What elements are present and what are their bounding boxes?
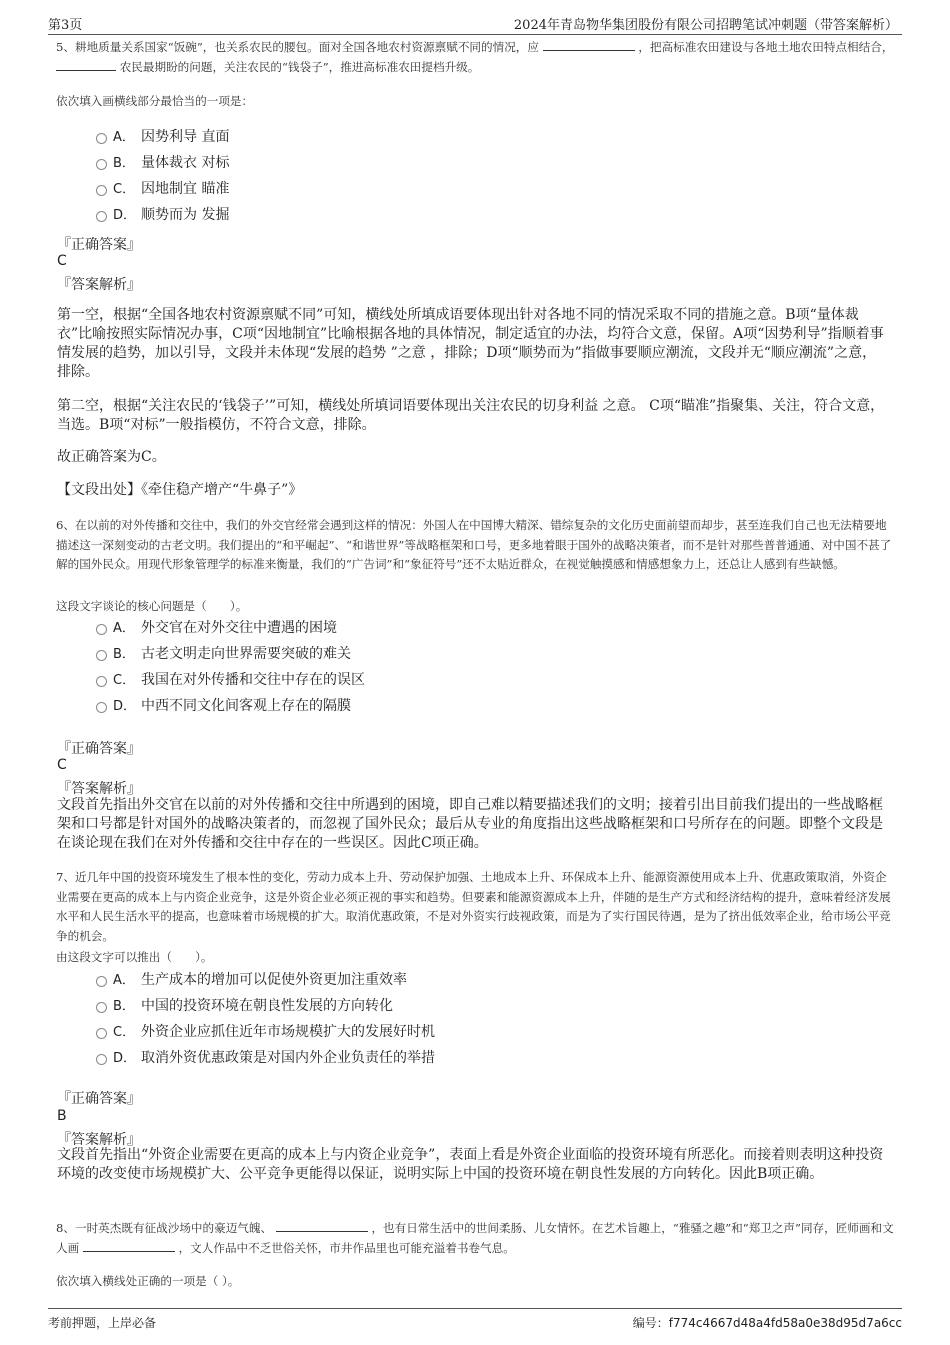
question-8-prompt: 依次填入横线处正确的一项是（ ）。 [56,1274,240,1288]
option-letter: A． [113,621,135,636]
question-7-prompt: 由这段文字可以推出（ ）。 [56,950,213,964]
option-letter: C． [113,1025,136,1040]
code-value: f774c4667d48a4fd58a0e38d95d7a6cc [668,1316,902,1330]
document-title: 2024年青岛物华集团股份有限公司招聘笔试冲刺题（带答案解析） [513,18,898,33]
document-code [633,1314,902,1331]
fill-blank-2 [56,58,116,71]
option-text: 顺势而为 发掘 [141,207,230,223]
question-5-prompt: 依次填入画横线部分最恰当的一项是： [56,94,254,108]
question-7-analysis-label: 『答案解析』 [57,1132,141,1148]
question-8-text-part1: 8、一时英杰既有征战沙场中的豪迈气魄、 [56,1221,273,1235]
question-6-analysis: 文段首先指出外交官在以前的对外传播和交往中所遇到的困境，即自己难以精要描述我们的文明；接着引出目前我们提出的一些战略框架和口号都是针对国外的战略决策者的，而忽视了国外民众；最后从专业的角度指出这些战略框架和口号所存在的问题。即整个文段是在谈论现在我们在对外传播和交往中存在的一些误区。因此C项正确。 [57,797,883,851]
option-letter: B． [113,647,135,662]
radio-icon[interactable] [96,676,107,687]
question-7-analysis: 文段首先指出“外资企业需要在更高的成本上与内资企业竞争”，表面上看是外资企业面临的投资环境有所恶化。而接着则表明这种投资环境的改变使市场规模扩大、公平竞争更能得以保证，说明实际上中国的投资环境在朝良性发展的方向转化。因此B项正确。 [57,1147,884,1182]
radio-icon[interactable] [96,211,107,222]
question-5-analysis-p3: 故正确答案为C。 [57,449,166,465]
question-5-option-d[interactable] [96,204,229,226]
option-text: 生产成本的增加可以促使外资更加注重效率 [141,972,407,988]
question-6-option-a[interactable] [96,617,337,639]
question-5-text-part2: ，把高标准农田建设与各地土地农田特点相结合， [638,40,894,54]
question-8-stem [56,1219,896,1258]
radio-icon[interactable] [96,133,107,144]
page-header [48,12,902,35]
question-7-answer-label: 『正确答案』 [57,1091,141,1107]
question-6-prompt: 这段文字谈论的核心问题是（ ）。 [56,599,248,613]
option-letter: D． [113,1051,137,1066]
radio-icon[interactable] [96,1028,107,1039]
question-6-stem: 6、在以前的对外传播和交往中，我们的外交官经常会遇到这样的情况：外国人在中国博大精深、错综复杂的文化历史面前望而却步，甚至连我们自己也无法精要地描述这一深刻变动的古老文明。我们提出的“和平崛起”、“和谐世界”等战略框架和口号，更多地着眼于国外的战略决策者，而不是针对那些普普通通、对中国不甚了解的国外民众。用现代形象管理学的标准来衡量，我们的“广告词”和“象征符号”还不太贴近群众，在视觉触摸感和情感想象力上，还总让人感到有些缺憾。 [56,518,892,571]
question-6-option-d[interactable] [96,695,351,717]
question-5-analysis-p2: 第二空，根据“关注农民的‘钱袋子’”可知，横线处所填词语要体现出关注农民的切身利益 之意。 C项“瞄准”指聚集、关注，符合文意，当选。B项“对标”一般指模仿，不符合文意，排除。 [57,398,885,433]
option-text: 因势利导 直面 [141,129,230,145]
option-letter: C． [113,182,136,197]
question-6-option-c[interactable] [96,669,365,691]
option-text: 量体裁衣 对标 [141,155,230,171]
fill-blank-1 [276,1219,368,1232]
question-6-analysis-label: 『答案解析』 [57,781,141,797]
option-letter: B． [113,999,135,1014]
question-6-option-b[interactable] [96,643,351,665]
question-5-text-part3: 农民最期盼的问题，关注农民的“钱袋子”，推进高标准农田提档升级。 [119,59,480,74]
option-text: 中西不同文化间客观上存在的隔膜 [141,698,351,714]
question-5-source: 【文段出处】《牵住稳产增产“牛鼻子”》 [57,482,303,498]
option-letter: D． [113,208,137,223]
question-5-analysis-p1: 第一空，根据“全国各地农村资源禀赋不同”可知，横线处所填成语要体现出针对各地不同的情况采取不同的措施之意。B项“量体裁衣”比喻按照实际情况办事，C项“因地制宜”比喻根据各地的具体情况，制定适宜的办法，均符合文意，保留。A项“因势利导”指顺着事情发展的趋势，加以引导，文段并未体现“发展的趋势 ”之意 ，排除；D项“顺势而为”指做事要顺应潮流，文段并无“顺应潮流”之意，排除。 [57,307,884,380]
question-5-analysis-label: 『答案解析』 [57,277,141,293]
option-text: 古老文明走向世界需要突破的难关 [141,646,351,662]
radio-icon[interactable] [96,976,107,987]
page-footer [48,1308,902,1331]
fill-blank-1 [543,38,635,51]
option-letter: A． [113,973,135,988]
fill-blank-2 [83,1239,175,1252]
option-letter: C． [113,673,136,688]
question-5-option-a[interactable] [96,126,229,148]
radio-icon[interactable] [96,702,107,713]
option-text: 中国的投资环境在朝良性发展的方向转化 [141,998,393,1014]
question-7-answer: B [57,1108,67,1124]
radio-icon[interactable] [96,159,107,170]
option-text: 外交官在对外交往中遭遇的困境 [141,620,337,636]
option-text: 外资企业应抓住近年市场规模扩大的发展好时机 [141,1024,435,1040]
radio-icon[interactable] [96,1002,107,1013]
question-7-stem: 7、近几年中国的投资环境发生了根本性的变化，劳动力成本上升、劳动保护加强、土地成本上升、环保成本上升、能源资源使用成本上升、优惠政策取消，外资企业需要在更高的成本上与内资企业竞争，这是外资企业必须正视的事实和趋势。但要素和能源资源成本上升，伴随的是生产方式和经济结构的提升，意味着经济发展水平和人民生活水平的提高，也意味着市场规模的扩大。取消优惠政策，不是对外资实行歧视政策，而是为了实行国民待遇，是为了挤出低效率企业，给市场公平竞争的机会。 [56,870,891,943]
page-number: 第3页 [48,18,83,33]
option-text: 我国在对外传播和交往中存在的误区 [141,672,365,688]
question-7-option-c[interactable] [96,1021,435,1043]
option-letter: B． [113,156,135,171]
question-8-text-part3: ，文人作品中不乏世俗关怀，市井作品里也可能充溢着书卷气息。 [178,1240,515,1255]
radio-icon[interactable] [96,1054,107,1065]
option-letter: A． [113,130,135,145]
question-8-text-part2: ，也有日常生活中的世间柔肠、儿女情怀。在艺术旨趣上，“雅骚之趣”和“郑卫之声”同存，匠师画和文人画 [56,1221,894,1255]
question-6-answer-label: 『正确答案』 [57,741,141,757]
option-text: 因地制宜 瞄准 [141,181,230,197]
question-5-option-c[interactable] [96,178,229,200]
option-text: 取消外资优惠政策是对国内外企业负责任的举措 [141,1050,435,1066]
question-7-option-d[interactable] [96,1047,435,1069]
question-5-text-part1: 5、耕地质量关系国家“饭碗”，也关系农民的腰包。面对全国各地农村资源禀赋不同的情况，应 [56,40,539,54]
radio-icon[interactable] [96,624,107,635]
radio-icon[interactable] [96,650,107,661]
option-letter: D． [113,699,137,714]
question-5-answer: C [57,253,67,269]
radio-icon[interactable] [96,185,107,196]
question-5-answer-label: 『正确答案』 [57,237,141,253]
question-6-answer: C [57,757,67,773]
question-5-stem [56,38,896,77]
question-7-option-b[interactable] [96,995,393,1017]
question-5-option-b[interactable] [96,152,229,174]
footer-note: 考前押题，上岸必备 [48,1316,157,1330]
question-7-option-a[interactable] [96,969,407,991]
code-label: 编号： [632,1316,669,1330]
